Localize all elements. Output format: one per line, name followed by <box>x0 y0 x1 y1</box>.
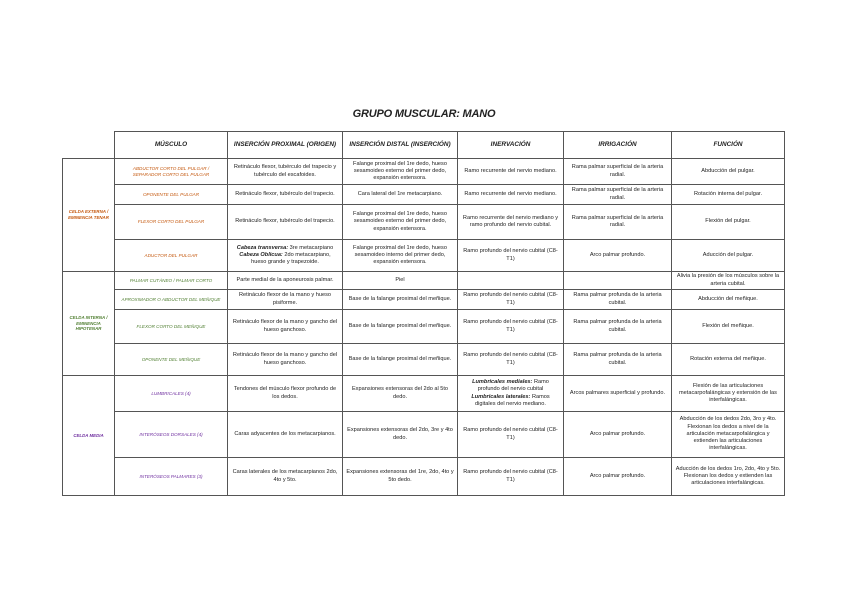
funcion-cell: Alivia la presión de los músculos sobre la arteria cubital. <box>672 272 785 290</box>
insercion-distal-cell: Falange proximal del 1re dedo, hueso sesamoideo interno del primer dedo, expansión extensora. <box>343 240 458 272</box>
insercion-proximal-cell: Retináculo flexor, tubérculo del trapecio y tubérculo del escafoides. <box>228 159 343 185</box>
insercion-distal-cell: Base de la falange proximal del meñique. <box>343 310 458 344</box>
muscle-table <box>62 131 785 496</box>
insercion-distal-cell: Falange proximal del 1re dedo, hueso sesamoideo externo del primer dedo, expansión extensora. <box>343 205 458 240</box>
inervacion-cell: Ramo profundo del nervio cubital (C8-T1) <box>458 290 564 310</box>
muscle-name: OPONENTE DEL MEÑIQUE <box>115 344 228 376</box>
table-row <box>63 205 785 240</box>
funcion-cell: Flexión del meñique. <box>672 310 785 344</box>
lumbricales-laterales-label: Lumbricales laterales: <box>471 393 531 400</box>
irrigacion-cell: Arco palmar profundo. <box>564 412 672 458</box>
insercion-distal-cell: Falange proximal del 1re dedo, hueso sesamoideo externo del primer dedo, expansión extensora. <box>343 159 458 185</box>
insercion-distal-cell: Base de la falange proximal del meñique. <box>343 290 458 310</box>
inervacion-cell: Ramo profundo del nervio cubital (C8-T1) <box>458 310 564 344</box>
table-row <box>63 159 785 185</box>
header-inervacion: INERVACIÓN <box>458 132 564 159</box>
inervacion-cell: Ramo recurrente del nervio mediano. <box>458 185 564 205</box>
table-row <box>63 290 785 310</box>
muscle-name: ADUCTOR DEL PULGAR <box>115 240 228 272</box>
funcion-cell: Rotación interna del pulgar. <box>672 185 785 205</box>
insercion-proximal-cell <box>228 240 343 272</box>
insercion-distal-cell: Expansiones extensoras del 1re, 2do, 4to y 5to dedo. <box>343 458 458 496</box>
muscle-name: ABDUCTOR CORTO DEL PULGAR / SEPARADOR CORTO DEL PULGAR <box>115 159 228 185</box>
irrigacion-cell: Rama palmar profunda de la arteria cubital. <box>564 310 672 344</box>
lumbricales-mediales-text: Ramo profundo del nervio cubital <box>477 379 549 393</box>
irrigacion-cell: Rama palmar profunda de la arteria cubital. <box>564 344 672 376</box>
cabeza-oblicua-text: 2do metacarpiano, hueso grande y trapezoide. <box>251 251 331 266</box>
insercion-proximal-cell: Caras adyacentes de los metacarpianos. <box>228 412 343 458</box>
inervacion-cell: Ramo recurrente del nervio mediano. <box>458 159 564 185</box>
insercion-distal-cell: Expansiones extensoras del 2do al 5to dedo. <box>343 376 458 412</box>
group-label-celda-externa: CELDA EXTERNA / EMINENCIA TENAR <box>63 159 115 272</box>
header-funcion: FUNCIÓN <box>672 132 785 159</box>
table-row <box>63 272 785 290</box>
insercion-proximal-cell: Retináculo flexor de la mano y gancho del hueso ganchoso. <box>228 344 343 376</box>
insercion-distal-cell: Cara lateral del 1re metacarpiano. <box>343 185 458 205</box>
irrigacion-cell: Rama palmar superficial de la arteria radial. <box>564 185 672 205</box>
header-insercion-distal: INSERCIÓN DISTAL (INSERCIÓN) <box>343 132 458 159</box>
insercion-distal-cell: Expansiones extensoras del 2do, 3re y 4to dedo. <box>343 412 458 458</box>
cabeza-transversa-label: Cabeza transversa: <box>236 244 289 251</box>
inervacion-cell: Ramo profundo del nervio cubital (C8-T1) <box>458 344 564 376</box>
insercion-proximal-cell: Caras laterales de los metacarpianos 2do, 4to y 5to. <box>228 458 343 496</box>
inervacion-cell: Ramo profundo del nervio cubital (C8-T1) <box>458 412 564 458</box>
irrigacion-cell: Rama palmar superficial de la arteria radial. <box>564 205 672 240</box>
header-row <box>63 132 785 159</box>
header-blank-cell <box>63 132 115 159</box>
funcion-cell: Flexión del pulgar. <box>672 205 785 240</box>
inervacion-cell <box>458 376 564 412</box>
muscle-name: FLEXOR CORTO DEL MEÑIQUE <box>115 310 228 344</box>
header-musculo: MÚSCULO <box>115 132 228 159</box>
inervacion-cell: Ramo profundo del nervio cubital (C8-T1) <box>458 240 564 272</box>
table-row <box>63 240 785 272</box>
insercion-proximal-cell: Retináculo flexor, tubérculo del trapecio. <box>228 185 343 205</box>
irrigacion-cell: Rama palmar superficial de la arteria radial. <box>564 159 672 185</box>
insercion-distal-cell: Base de la falange proximal del meñique. <box>343 344 458 376</box>
funcion-cell: Aducción de los dedos 1ro, 2do, 4to y 5to. Flexionan los dedos y extienden las articulaciones interfalángicas. <box>672 458 785 496</box>
insercion-proximal-cell: Tendones del músculo flexor profundo de los dedos. <box>228 376 343 412</box>
table-row <box>63 412 785 458</box>
group-label-celda-interna: CELDA INTERNA / EMINENCIA HIPOTENAR <box>63 272 115 376</box>
funcion-cell: Abducción de los dedos 2do, 3ro y 4to. Flexionan los dedos a nivel de la articulación metacarpofalángica y extienden las articulaciones interfalángicas. <box>672 412 785 458</box>
insercion-proximal-cell: Retináculo flexor, tubérculo del trapecio. <box>228 205 343 240</box>
muscle-name: OPONENTE DEL PULGAR <box>115 185 228 205</box>
table-row <box>63 458 785 496</box>
header-irrigacion: IRRIGACIÓN <box>564 132 672 159</box>
muscle-name: INTERÓSEOS DORSALES (4) <box>115 412 228 458</box>
table-row <box>63 376 785 412</box>
muscle-name: FLEXOR CORTO DEL PULGAR <box>115 205 228 240</box>
page-title: GRUPO MUSCULAR: MANO <box>352 108 496 120</box>
irrigacion-cell <box>564 272 672 290</box>
muscle-name: LUMBRICALES (4) <box>115 376 228 412</box>
table-row <box>63 344 785 376</box>
funcion-cell: Abducción del meñique. <box>672 290 785 310</box>
table-row <box>63 185 785 205</box>
muscle-name: PALMAR CUTÁNEO / PALMAR CORTO <box>115 272 228 290</box>
funcion-cell: Abducción del pulgar. <box>672 159 785 185</box>
table-row <box>63 310 785 344</box>
insercion-distal-cell: Piel <box>343 272 458 290</box>
irrigacion-cell: Rama palmar profunda de la arteria cubital. <box>564 290 672 310</box>
inervacion-cell: Ramo profundo del nervio cubital (C8-T1) <box>458 458 564 496</box>
insercion-proximal-cell: Parte medial de la aponeurosis palmar. <box>228 272 343 290</box>
irrigacion-cell: Arco palmar profundo. <box>564 240 672 272</box>
inervacion-cell <box>458 272 564 290</box>
cabeza-transversa-text: 3re metacarpiano <box>288 244 334 251</box>
lumbricales-laterales-text: Ramos digitales del nervio mediano. <box>475 393 550 407</box>
inervacion-cell: Ramo recurrente del nervio mediano y ramo profundo del nervio cubital. <box>458 205 564 240</box>
group-label-celda-media: CELDA MEDIA <box>63 376 115 496</box>
irrigacion-cell: Arco palmar profundo. <box>564 458 672 496</box>
insercion-proximal-cell: Retináculo flexor de la mano y hueso pisiforme. <box>228 290 343 310</box>
irrigacion-cell: Arcos palmares superficial y profundo. <box>564 376 672 412</box>
muscle-name: APROXIMADOR O ABDUCTOR DEL MEÑIQUE <box>115 290 228 310</box>
muscle-name: INTERÓSEOS PALMARES (3) <box>115 458 228 496</box>
funcion-cell: Aducción del pulgar. <box>672 240 785 272</box>
funcion-cell: Flexión de las articulaciones metacarpofalángicas y extensión de las interfalángicas. <box>672 376 785 412</box>
lumbricales-mediales-label: Lumbricales mediales: <box>472 379 533 386</box>
cabeza-oblicua-label: Cabeza Oblicua: <box>239 251 283 258</box>
insercion-proximal-cell: Retináculo flexor de la mano y gancho del hueso ganchoso. <box>228 310 343 344</box>
funcion-cell: Rotación externa del meñique. <box>672 344 785 376</box>
header-insercion-proximal: INSERCIÓN PROXIMAL (ORIGEN) <box>228 132 343 159</box>
